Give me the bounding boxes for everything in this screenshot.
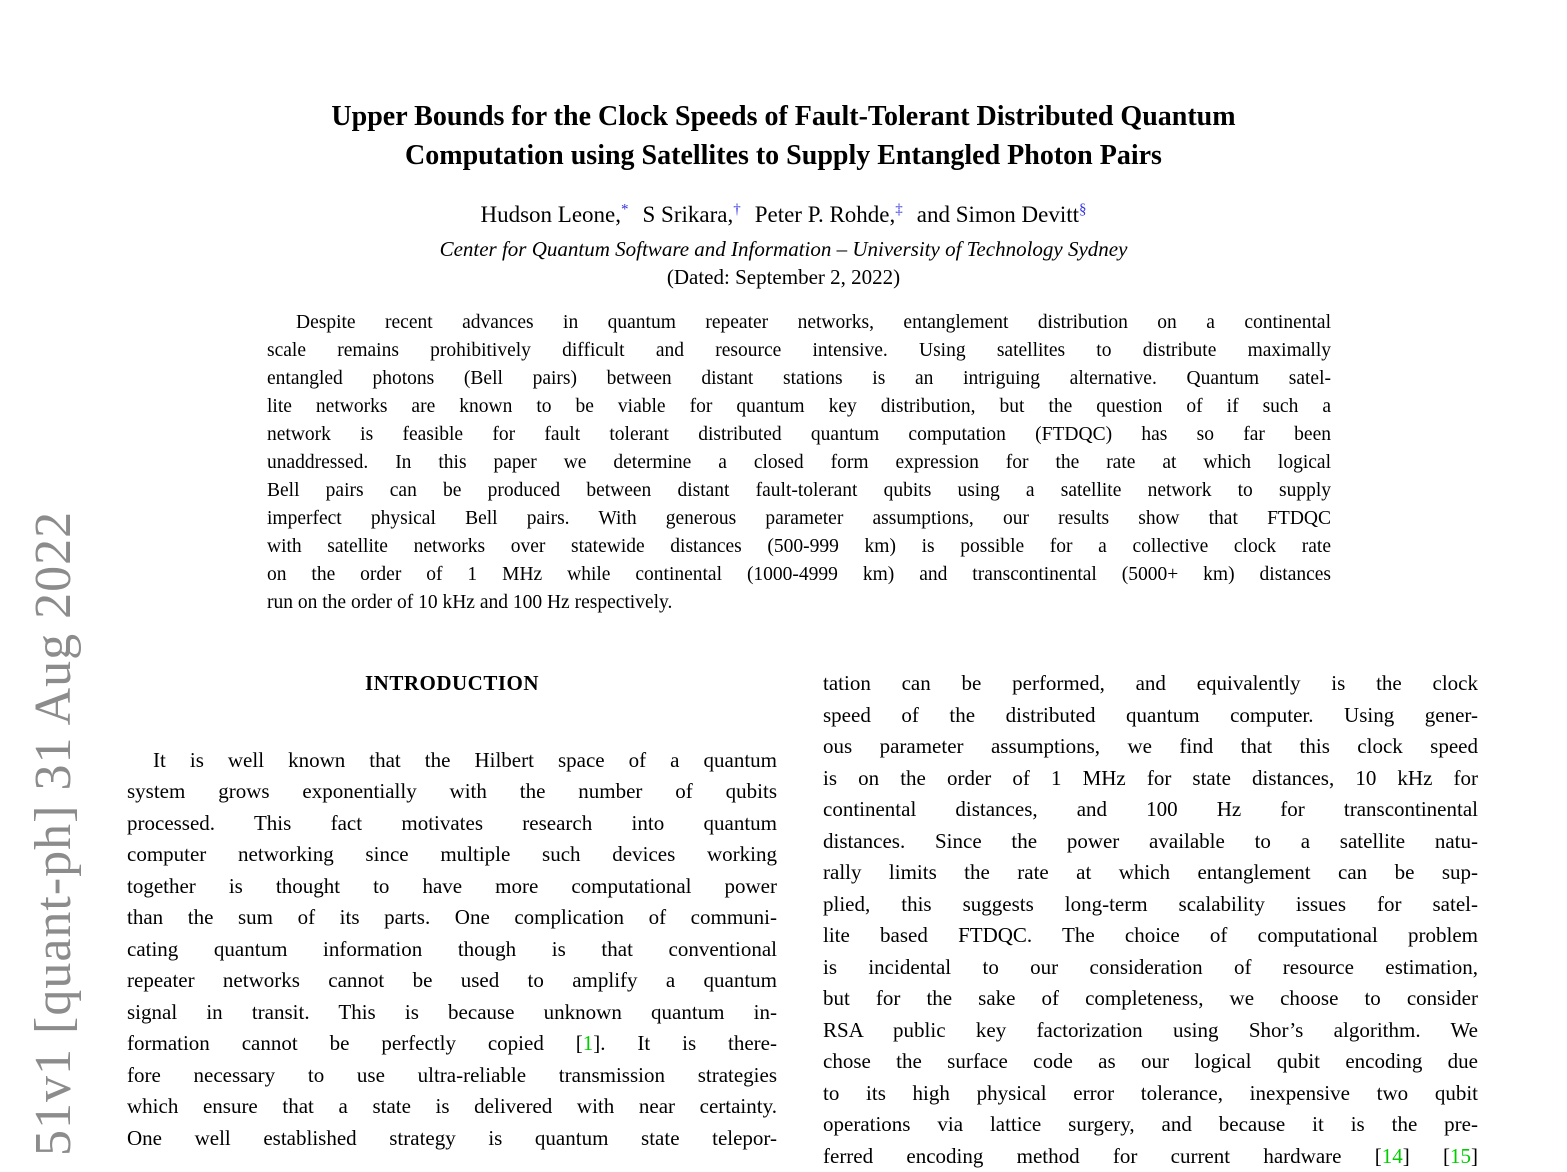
text-line: together is thought to have more computational power [127,871,777,903]
author-group [917,202,1087,227]
paper-title [0,97,1567,175]
right-column-text [823,668,1478,1172]
author-name: Peter P. Rohde, [755,202,896,227]
text-line: ferred encoding method for current hardware [14] [15] [823,1141,1478,1172]
text-line: cating quantum information though is that conventional [127,934,777,966]
text-line: One well established strategy is quantum state telepor- [127,1123,777,1155]
citation-link[interactable]: 1 [583,1031,594,1055]
abstract [267,309,1331,617]
author-group [755,202,903,227]
text-line: run on the order of 10 kHz and 100 Hz respectively. [267,589,1331,617]
text-line: which ensure that a state is delivered with near certainty. [127,1091,777,1123]
author-group [642,202,740,227]
text-line: entangled photons (Bell pairs) between distant stations is an intriguing alternative. Quantum satel- [267,365,1331,393]
text-line: with satellite networks over statewide distances (500-999 km) is possible for a collective clock rate [267,533,1331,561]
text-line: repeater networks cannot be used to amplify a quantum [127,965,777,997]
text-line: on the order of 1 MHz while continental (1000-4999 km) and transcontinental (5000+ km) distances [267,561,1331,589]
footnote-mark-link[interactable]: § [1079,201,1087,217]
paper-title-line2: Computation using Satellites to Supply Entangled Photon Pairs [0,136,1567,175]
text-line: chose the surface code as our logical qubit encoding due [823,1046,1478,1078]
text-line: ous parameter assumptions, we find that this clock speed [823,731,1478,763]
footnote-mark-link[interactable]: * [621,201,629,217]
text-line: to its high physical error tolerance, inexpensive two qubit [823,1078,1478,1110]
text-line: Despite recent advances in quantum repeater networks, entanglement distribution on a continental [267,309,1331,337]
section-heading-introduction: INTRODUCTION [127,668,777,700]
text-line: RSA public key factorization using Shor’s algorithm. We [823,1015,1478,1047]
text-line: is on the order of 1 MHz for state distances, 10 kHz for [823,763,1478,795]
left-column-text [127,745,777,1155]
author-group [480,202,628,227]
footnote-mark-link[interactable]: ‡ [895,201,903,217]
text-line: computer networking since multiple such devices working [127,839,777,871]
text-line: It is well known that the Hilbert space of a quantum [127,745,777,777]
text-line: plied, this suggests long-term scalability issues for satel- [823,889,1478,921]
text-line: is incidental to our consideration of resource estimation, [823,952,1478,984]
author-line [0,200,1567,230]
citation-link[interactable]: 14 [1382,1144,1403,1168]
text-line: processed. This fact motivates research into quantum [127,808,777,840]
text-line: lite based FTDQC. The choice of computational problem [823,920,1478,952]
paper-title-line1: Upper Bounds for the Clock Speeds of Fault-Tolerant Distributed Quantum [0,97,1567,136]
left-column [127,668,777,1154]
text-line: Bell pairs can be produced between distant fault-tolerant qubits using a satellite network to supply [267,477,1331,505]
text-line: than the sum of its parts. One complication of communi- [127,902,777,934]
text-line: lite networks are known to be viable for quantum key distribution, but the question of if such a [267,393,1331,421]
dated-line: (Dated: September 2, 2022) [0,264,1567,291]
footnote-mark-link[interactable]: † [733,201,741,217]
text-line: formation cannot be perfectly copied [1]. It is there- [127,1028,777,1060]
text-line: imperfect physical Bell pairs. With generous parameter assumptions, our results show that FTDQC [267,505,1331,533]
text-line: operations via lattice surgery, and because it is the pre- [823,1109,1478,1141]
text-line: network is feasible for fault tolerant distributed quantum computation (FTDQC) has so far been [267,421,1331,449]
text-line: distances. Since the power available to a satellite natu- [823,826,1478,858]
author-name: Hudson Leone, [480,202,621,227]
text-line: fore necessary to use ultra-reliable transmission strategies [127,1060,777,1092]
text-line: speed of the distributed quantum computer. Using gener- [823,700,1478,732]
affiliation: Center for Quantum Software and Information – University of Technology Sydney [0,236,1567,263]
text-line: scale remains prohibitively difficult and resource intensive. Using satellites to distribute maximally [267,337,1331,365]
text-line: tation can be performed, and equivalently is the clock [823,668,1478,700]
text-line: unaddressed. In this paper we determine a closed form expression for the rate at which logical [267,449,1331,477]
text-line: signal in transit. This is because unknown quantum in- [127,997,777,1029]
citation-link[interactable]: 15 [1450,1144,1471,1168]
text-line: continental distances, and 100 Hz for transcontinental [823,794,1478,826]
text-line: rally limits the rate at which entanglement can be sup- [823,857,1478,889]
author-name: S Srikara, [642,202,733,227]
author-name: and Simon Devitt [917,202,1079,227]
text-line: system grows exponentially with the number of qubits [127,776,777,808]
arxiv-stamp: 51v1 [quant-ph] 31 Aug 2022 [24,376,84,1156]
text-line: but for the sake of completeness, we choose to consider [823,983,1478,1015]
